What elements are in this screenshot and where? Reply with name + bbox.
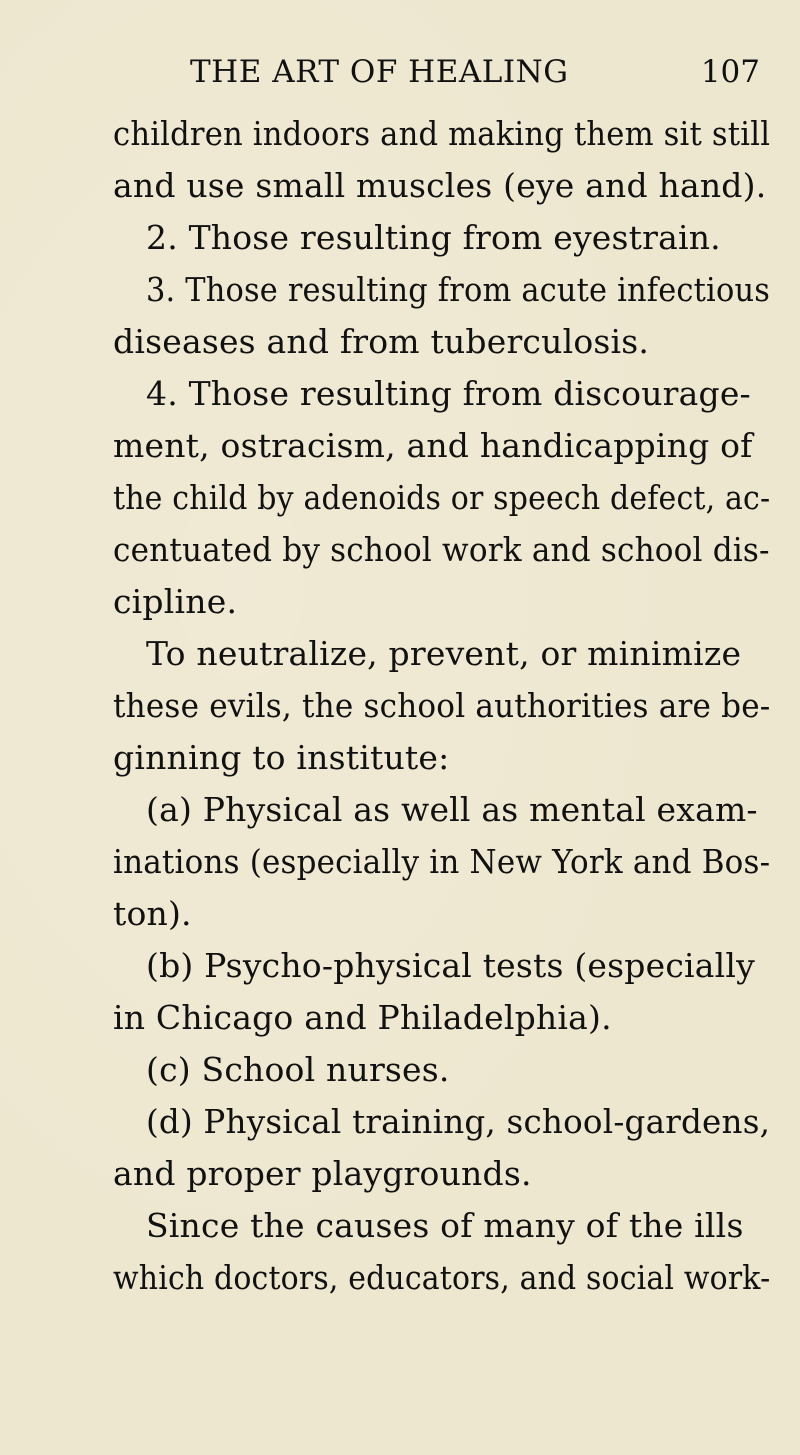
text-line: 4. Those resulting from discourage- xyxy=(146,374,751,413)
text-line: (c) School nurses. xyxy=(146,1050,450,1089)
text-line: 2. Those resulting from eyestrain. xyxy=(146,218,721,257)
text-line: (a) Physical as well as mental exam- xyxy=(146,790,758,829)
text-line: diseases and from tuberculosis. xyxy=(113,322,650,361)
text-line: Since the causes of many of the ills xyxy=(146,1206,744,1245)
text-line: in Chicago and Philadelphia). xyxy=(113,998,612,1037)
text-line: ginning to institute: xyxy=(113,738,450,777)
text-line: (d) Physical training, school-gardens, xyxy=(146,1102,771,1141)
text-line: ment, ostracism, and handicapping of xyxy=(113,426,753,465)
text-line: the child by adenoids or speech defect, ac- xyxy=(113,478,771,517)
text-line: these evils, the school authorities are be- xyxy=(113,686,771,725)
text-line: inations (especially in New York and Bos- xyxy=(113,842,771,881)
text-line: To neutralize, prevent, or minimize xyxy=(146,634,742,673)
running-head-title: THE ART OF HEALING xyxy=(190,54,569,90)
text-line: ton). xyxy=(113,894,192,933)
text-line: children indoors and making them sit still xyxy=(113,114,771,153)
text-line: and proper playgrounds. xyxy=(113,1154,532,1193)
text-line: which doctors, educators, and social work- xyxy=(113,1258,771,1297)
text-line: centuated by school work and school dis- xyxy=(113,530,770,569)
text-line: (b) Psycho-physical tests (especially xyxy=(146,946,755,985)
text-line: 3. Those resulting from acute infectious xyxy=(146,270,771,309)
text-line: cipline. xyxy=(113,582,238,621)
text-line: and use small muscles (eye and hand). xyxy=(113,166,767,205)
page-number: 107 xyxy=(700,54,760,90)
